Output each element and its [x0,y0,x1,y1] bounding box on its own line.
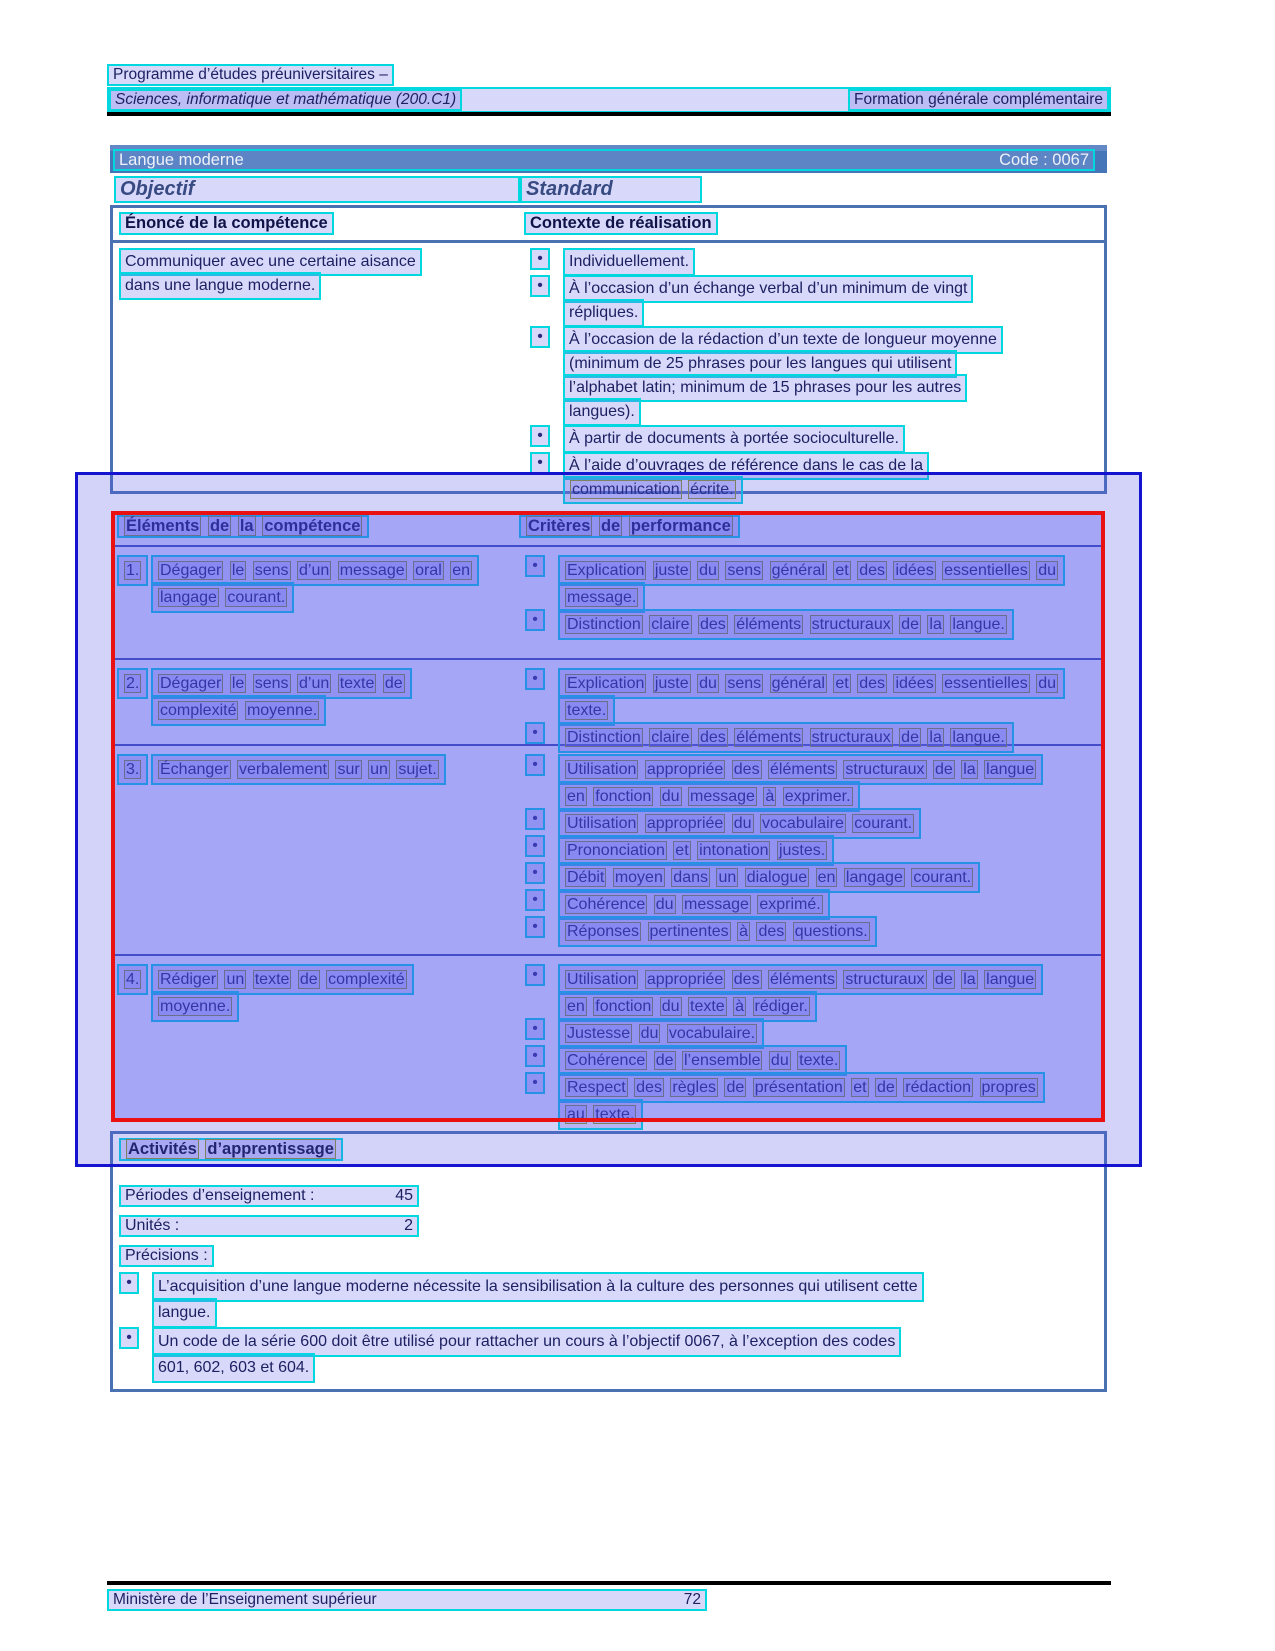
highlighted-word: Justesse [567,1025,631,1042]
bullet-item [525,754,1104,808]
bullet-item [525,808,1104,835]
highlighted-word: le [231,562,245,579]
highlighted-word: 2. [126,675,140,692]
highlighted-word: sens [254,562,289,579]
highlighted-word: moyenne. [246,702,318,719]
highlighted-word: des [636,1079,662,1096]
highlighted-word: Rédiger [160,971,217,988]
highlighted-word: du [661,998,680,1015]
highlighted-word: langue. [952,616,1005,633]
element-row [111,545,1104,658]
highlighted-word: vocabulaire. [668,1025,756,1042]
bullet-item [530,248,1104,272]
highlighted-word: texte [690,998,725,1015]
highlighted-word: d’un [298,675,330,692]
bullet-item [530,275,1104,323]
criteria-cell [513,555,1104,658]
highlighted-word: idées [895,562,934,579]
footer-ministry: Ministère de l’Enseignement supérieur [113,1591,377,1608]
highlighted-word: d’un [298,562,330,579]
highlighted-word: des [859,562,885,579]
highlighted-word: appropriée [646,761,724,778]
highlighted-word: en [567,998,585,1015]
highlighted-word: compétence [264,517,361,535]
bullet-icon: • [530,452,550,474]
bullet-icon: • [525,862,545,884]
highlighted-word: langue. [952,729,1005,746]
highlighted-word: rédaction [905,1079,972,1096]
criteria-cell [513,668,1104,749]
highlighted-line [558,668,1065,699]
element-number [117,754,148,785]
highlighted-word: en [567,788,585,805]
highlighted-word: courant. [227,589,286,606]
highlighted-word: Distinction [567,616,641,633]
highlighted-word: Prononciation [567,842,665,859]
col-header-text [519,515,740,538]
highlighted-line [558,609,1014,640]
highlighted-word: juste [654,675,689,692]
bullet-item [525,1072,1104,1126]
highlighted-word: texte [254,971,290,988]
col-header-text [117,515,369,538]
highlighted-word: Respect [567,1079,626,1096]
bullet-icon: • [525,808,545,830]
highlighted-word: à [765,788,775,805]
highlighted-word: Critères [528,517,591,535]
header-right-label: Formation générale complémentaire [848,89,1109,111]
highlighted-word: général [771,562,825,579]
bullet-item [525,862,1104,889]
highlighted-word: des [758,923,785,940]
bullet-item [525,964,1104,1018]
highlighted-line: (minimum de 25 phrases pour les langues qui utilisent [563,350,957,378]
footer-highlight [107,1589,707,1611]
highlighted-word: de [934,971,953,988]
highlighted-word: de [934,761,953,778]
highlighted-word: Réponses [567,923,640,940]
highlighted-word: en [452,562,470,579]
highlighted-word: appropriée [646,815,724,832]
bullet-icon: • [525,609,545,631]
highlighted-word: justes. [778,842,826,859]
bullet-item [525,668,1104,722]
highlighted-word: questions. [794,923,868,940]
highlighted-word: au [567,1106,585,1123]
doc-header [107,64,1111,113]
highlighted-word: de [209,517,230,535]
highlighted-word: oral [415,562,442,579]
bullet-icon: • [525,1045,545,1067]
highlighted-word: courant. [913,869,972,886]
competence-table-body [113,243,1104,503]
doc-footer [107,1589,707,1611]
highlighted-word: un [370,761,388,778]
highlighted-line: 601, 602, 603 et 604. [152,1353,315,1383]
highlighted-line: l’alphabet latin; minimum de 15 phrases pour les autres [563,374,967,402]
highlighted-line [151,695,326,726]
highlighted-word: langue [986,971,1035,988]
highlighted-word: de [901,729,919,746]
bullet-item [525,835,1104,862]
highlighted-word: Distinction [567,729,641,746]
periods-row [119,1185,1104,1207]
highlighted-word: moyenne. [160,998,231,1015]
highlighted-word: des [699,729,726,746]
highlighted-word: complexité [160,702,237,719]
highlighted-word: Dégager [160,675,222,692]
highlighted-word: rédiger. [754,998,808,1015]
highlighted-word: sujet. [398,761,437,778]
highlighted-word: règles [672,1079,716,1096]
highlighted-word: juste [654,562,689,579]
elements-rows [111,545,1104,1122]
highlighted-word: texte. [595,1106,635,1123]
highlighted-word: et [853,1079,867,1096]
highlighted-word: de [655,1052,674,1069]
bullet-item [525,722,1104,749]
contexte-cell [518,248,1104,503]
highlighted-word: propres [981,1079,1036,1096]
highlighted-word: l’ensemble [683,1052,761,1069]
course-title: Langue moderne [119,150,244,169]
highlighted-word: structuraux [811,616,891,633]
activities-table [110,1131,1107,1392]
highlighted-word: moyen [614,869,663,886]
highlighted-word: de [600,517,621,535]
highlighted-line: langues). [563,398,641,426]
highlighted-word: des [733,971,760,988]
highlighted-word: des [859,675,885,692]
element-number [117,668,148,699]
highlighted-line: À l’occasion de la rédaction d’un texte de longueur moyenne [563,326,1003,354]
bullet-icon: • [525,964,545,986]
highlighted-word: fonction [595,788,652,805]
highlighted-word: Débit [567,869,605,886]
bullet-item [525,889,1104,916]
highlighted-word: et [675,842,689,859]
bullet-item [525,916,1104,943]
highlighted-word: structuraux [845,761,925,778]
col-header-elements [117,515,519,545]
highlighted-word: la [239,517,254,535]
bullet-item [530,326,1104,422]
highlighted-word: message [683,896,749,913]
highlighted-word: un [718,869,737,886]
highlighted-word: sens [254,675,289,692]
highlighted-word: éléments [736,616,802,633]
highlighted-word: Activités [128,1140,197,1158]
col-header-enonce: Énoncé de la compétence [119,212,334,235]
highlighted-word: Utilisation [567,971,637,988]
highlighted-word: texte. [567,702,607,719]
footer-rule [107,1581,1111,1585]
highlighted-word: communication [572,481,680,498]
highlighted-word: éléments [736,729,802,746]
activities-header [113,1134,1104,1167]
highlighted-word: claire [651,729,690,746]
bullet-item [525,555,1104,609]
bullet-icon: • [525,889,545,911]
highlighted-word: idées [895,675,934,692]
highlighted-word: message [690,788,755,805]
highlighted-word: sur [337,761,360,778]
criteria-cell [513,754,1104,954]
highlighted-word: courant. [854,815,913,832]
highlighted-line: L’acquisition d’une langue moderne nécessite la sensibilisation à la culture des personnes qui utilisent cette [152,1272,924,1302]
col-header-contexte: Contexte de réalisation [524,212,718,235]
bullet-item [119,1327,1104,1379]
bullet-item [119,1272,1104,1324]
bullet-item [530,452,1104,500]
bullet-item [525,1045,1104,1072]
highlighted-word: du [661,788,680,805]
highlighted-word: du [699,562,717,579]
highlighted-word: langue [986,761,1035,778]
highlighted-word: du [733,815,752,832]
competence-table-header [113,208,1104,243]
highlighted-word: Explication [567,562,645,579]
highlighted-word: sens [727,562,762,579]
highlighted-word: essentielles [944,675,1028,692]
element-row [111,954,1104,1122]
highlighted-word: sens [727,675,762,692]
bullet-icon: • [530,275,550,297]
highlighted-word: langage [845,869,903,886]
titlebar-highlight [113,149,1095,171]
highlighted-word: exprimé. [759,896,821,913]
bullet-item [525,609,1104,636]
highlighted-word: la [963,971,976,988]
highlighted-line [558,1099,643,1130]
highlighted-line [151,991,239,1022]
highlighted-line: À l’aide d’ouvrages de référence dans le cas de la [563,452,929,480]
elements-table-header [111,512,1104,545]
bullet-icon: • [525,835,545,857]
enonce-cell [113,248,518,503]
highlighted-word: vocabulaire [762,815,844,832]
highlighted-word: verbalement [238,761,327,778]
highlighted-word: langage [160,589,217,606]
bullet-icon: • [525,916,545,938]
element-row [111,744,1104,954]
heading-standard: Standard [520,176,702,203]
highlighted-word: présentation [754,1079,843,1096]
element-number [117,964,148,995]
header-band [107,87,1111,113]
highlighted-word: Utilisation [567,815,637,832]
bullet-icon: • [525,1072,545,1094]
highlighted-line: À l’occasion d’un échange verbal d’un minimum de vingt [563,275,973,303]
bullet-icon: • [530,248,550,270]
highlighted-line: À partir de documents à portée socioculturelle. [563,425,905,453]
units-label: Unités : [125,1217,180,1234]
highlighted-word: message. [567,589,637,606]
page-number: 72 [683,1591,701,1608]
bullet-icon: • [525,1018,545,1040]
highlighted-word: 1. [126,562,140,579]
precisions-label: Précisions : [119,1245,214,1267]
element-number [117,555,148,586]
highlighted-word: à [739,923,749,940]
highlighted-word: Cohérence [567,1052,646,1069]
highlighted-word: un [226,971,245,988]
highlighted-word: éléments [770,971,835,988]
bullet-icon: • [530,425,550,447]
highlighted-word: du [699,675,717,692]
elements-table [111,512,1104,1122]
highlighted-word: Dégager [160,562,222,579]
units-value: 2 [404,1217,413,1234]
header-rule [107,112,1111,116]
highlighted-word: des [733,761,760,778]
bullet-item [525,1018,1104,1045]
highlighted-word: écrite. [690,481,734,498]
highlighted-line: langue. [152,1298,217,1328]
course-code: Code : 0067 [999,150,1089,169]
periods-highlight [119,1185,419,1207]
bullet-icon: • [530,326,550,348]
bullet-icon: • [119,1327,139,1349]
highlighted-word: en [817,869,836,886]
highlighted-word: et [835,562,849,579]
bullet-icon: • [525,555,545,577]
course-titlebar [110,145,1107,173]
highlighted-word: des [699,616,726,633]
highlighted-line [151,754,446,785]
highlighted-word: du [1038,675,1057,692]
highlighted-word: du [1038,562,1057,579]
highlighted-line: répliques. [563,299,644,327]
periods-label: Périodes d’enseignement : [125,1187,315,1204]
highlighted-line: Individuellement. [563,248,695,276]
highlighted-word: structuraux [811,729,891,746]
highlighted-word: message [339,562,405,579]
highlighted-line [558,722,1014,753]
highlighted-word: la [929,729,942,746]
highlighted-word: le [231,675,245,692]
col-header-criteres [519,515,1104,545]
highlighted-line [151,582,294,613]
highlighted-word: Échanger [160,761,229,778]
bullet-icon: • [525,754,545,776]
highlighted-word: général [771,675,825,692]
highlighted-line [558,916,877,947]
heading-objectif: Objectif [114,176,520,203]
highlighted-word: à [735,998,745,1015]
highlighted-line: Communiquer avec une certaine aisance [119,248,422,276]
highlighted-word: performance [630,517,731,535]
activities-header-text [119,1138,343,1161]
highlighted-word: texte. [799,1052,839,1069]
highlighted-word: intonation [699,842,769,859]
highlighted-word: du [640,1025,659,1042]
highlighted-word: Utilisation [567,761,637,778]
highlighted-word: la [963,761,976,778]
highlighted-word: 3. [126,761,140,778]
highlighted-word: appropriée [646,971,724,988]
units-highlight [119,1215,419,1237]
highlighted-word: pertinentes [649,923,729,940]
header-program-line2: Sciences, informatique et mathématique (200.C1) [109,89,462,111]
highlighted-word: claire [651,616,690,633]
highlighted-word: du [770,1052,789,1069]
highlighted-word: dialogue [746,869,808,886]
competence-table [110,205,1107,498]
highlighted-word: complexité [328,971,405,988]
highlighted-word: Explication [567,675,645,692]
section-headings [114,176,702,203]
highlighted-word: 4. [126,971,140,988]
highlighted-word: de [901,616,919,633]
highlighted-word: éléments [770,761,835,778]
highlighted-word: essentielles [944,562,1028,579]
highlighted-word: texte [339,675,375,692]
highlighted-word: de [299,971,318,988]
highlighted-line: dans une langue moderne. [119,272,321,300]
criteria-cell [513,964,1104,1126]
bullet-item [530,425,1104,449]
element-row [111,658,1104,744]
highlighted-word: fonction [595,998,652,1015]
highlighted-word: la [929,616,942,633]
highlighted-line [563,476,743,504]
bullet-icon: • [525,722,545,744]
highlighted-word: de [877,1079,895,1096]
highlighted-word: et [835,675,849,692]
header-program-line1: Programme d’études préuniversitaires – [107,64,394,86]
bullet-icon: • [119,1272,139,1294]
highlighted-word: d’apprentissage [207,1140,334,1158]
highlighted-line: Un code de la série 600 doit être utilisé pour rattacher un cours à l’objectif 0067, à l’exception des codes [152,1327,901,1357]
highlighted-word: exprimer. [784,788,851,805]
periods-value: 45 [395,1187,413,1204]
bullet-icon: • [525,668,545,690]
highlighted-word: du [655,896,674,913]
highlighted-word: de [384,675,403,692]
highlighted-word: Éléments [126,517,200,535]
units-row [119,1215,1104,1237]
highlighted-word: Cohérence [567,896,646,913]
highlighted-word: structuraux [845,971,925,988]
highlighted-word: dans [673,869,708,886]
activities-body [113,1167,1104,1379]
highlighted-word: de [726,1079,745,1096]
precisions-bullets [119,1272,1104,1379]
